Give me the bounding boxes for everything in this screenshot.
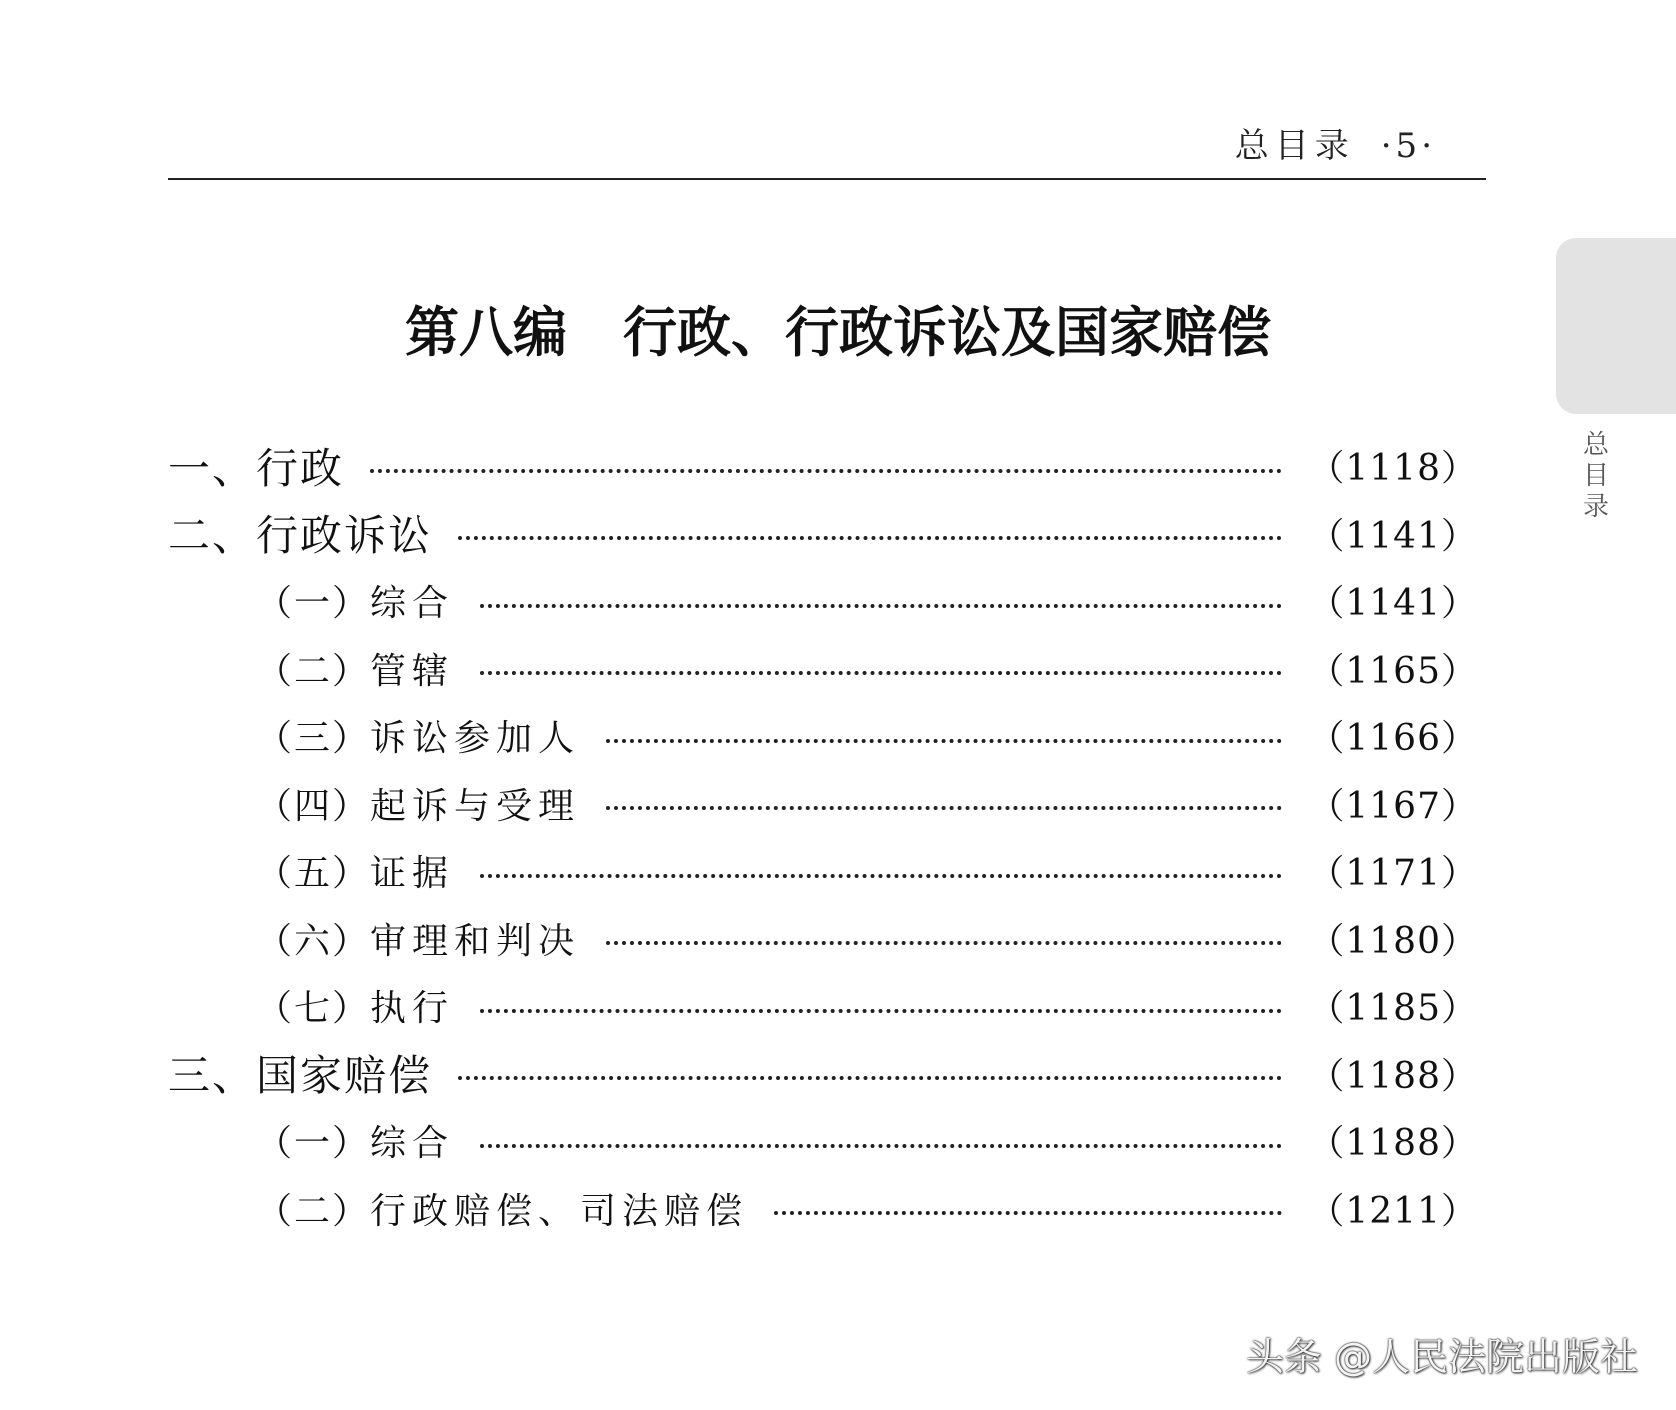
dot-leader xyxy=(480,604,1282,608)
toc-entry[interactable] xyxy=(168,905,1478,973)
toc-entry-page: （1211） xyxy=(1308,1190,1478,1232)
toc-entry-title: 综合 xyxy=(370,583,455,625)
toc-entry-title: 行政诉讼 xyxy=(256,511,433,561)
toc-entry-title: 国家赔偿 xyxy=(256,1051,433,1101)
toc-entry[interactable] xyxy=(168,432,1478,500)
toc-entry-page: （1141） xyxy=(1308,515,1478,557)
toc-entry-number: （六） xyxy=(256,920,371,962)
toc-entry-title: 行政 xyxy=(256,443,345,493)
dot-leader xyxy=(458,1076,1282,1080)
toc-entry-number: （二） xyxy=(256,1190,371,1232)
toc-entry-title: 证据 xyxy=(370,853,455,895)
toc-entry-number: 二、 xyxy=(168,511,257,561)
toc-entry[interactable] xyxy=(168,972,1478,1040)
dot-leader xyxy=(480,1009,1282,1013)
toc-entry-number: （三） xyxy=(256,718,371,760)
dot-leader xyxy=(370,469,1282,473)
toc-entry[interactable] xyxy=(168,1107,1478,1175)
toc-entry-title: 行政赔偿、司法赔偿 xyxy=(370,1190,749,1232)
toc-entry-number: 一、 xyxy=(168,443,257,493)
toc-entry-page: （1171） xyxy=(1308,853,1478,895)
toc-entry-page: （1165） xyxy=(1308,650,1478,692)
toc-entry-number: （四） xyxy=(256,785,371,827)
dot-leader xyxy=(774,1211,1282,1215)
watermark: 头条 @人民法院出版社 xyxy=(1245,1335,1638,1379)
toc-entry-page: （1188） xyxy=(1308,1055,1478,1097)
toc-entry-number: （五） xyxy=(256,853,371,895)
toc-entry[interactable] xyxy=(168,1175,1478,1243)
header-rule xyxy=(168,178,1486,180)
dot-leader xyxy=(606,739,1282,743)
toc-entry-number: 三、 xyxy=(168,1051,257,1101)
toc-entry[interactable] xyxy=(168,770,1478,838)
part-number: 第八编 xyxy=(405,301,567,364)
toc-entry-number: （二） xyxy=(256,650,371,692)
toc-entry[interactable] xyxy=(168,702,1478,770)
dot-leader xyxy=(480,1144,1282,1148)
running-title: 总目录 xyxy=(1234,126,1355,166)
toc-entry-title: 审理和判决 xyxy=(370,920,581,962)
table-of-contents xyxy=(168,432,1478,1242)
toc-entry-page: （1188） xyxy=(1308,1123,1478,1165)
toc-entry-title: 执行 xyxy=(370,988,455,1030)
page-number: ·5· xyxy=(1380,126,1436,166)
part-title xyxy=(0,290,1676,367)
toc-entry[interactable] xyxy=(168,837,1478,905)
dot-leader xyxy=(480,671,1282,675)
toc-entry-page: （1141） xyxy=(1308,583,1478,625)
toc-entry-title: 诉讼参加人 xyxy=(370,718,581,760)
toc-entry-page: （1118） xyxy=(1308,448,1478,490)
running-head xyxy=(1235,118,1436,167)
toc-entry-number: （一） xyxy=(256,1123,371,1165)
toc-entry-page: （1180） xyxy=(1308,920,1478,962)
toc-entry-page: （1166） xyxy=(1308,718,1478,760)
toc-entry-number: （一） xyxy=(256,583,371,625)
toc-entry-title: 管辖 xyxy=(370,650,455,692)
dot-leader xyxy=(606,806,1282,810)
toc-entry[interactable] xyxy=(168,1040,1478,1108)
toc-entry-number: （七） xyxy=(256,988,371,1030)
dot-leader xyxy=(480,874,1282,878)
dot-leader xyxy=(606,941,1282,945)
toc-entry[interactable] xyxy=(168,500,1478,568)
toc-entry-title: 综合 xyxy=(370,1123,455,1165)
toc-entry-page: （1167） xyxy=(1308,785,1478,827)
toc-entry-page: （1185） xyxy=(1308,988,1478,1030)
side-tab-label: 总目录 xyxy=(1582,430,1609,522)
dot-leader xyxy=(458,536,1282,540)
toc-entry-title: 起诉与受理 xyxy=(370,785,581,827)
toc-entry[interactable] xyxy=(168,635,1478,703)
part-name: 行政、行政诉讼及国家赔偿 xyxy=(623,301,1271,364)
toc-entry[interactable] xyxy=(168,567,1478,635)
